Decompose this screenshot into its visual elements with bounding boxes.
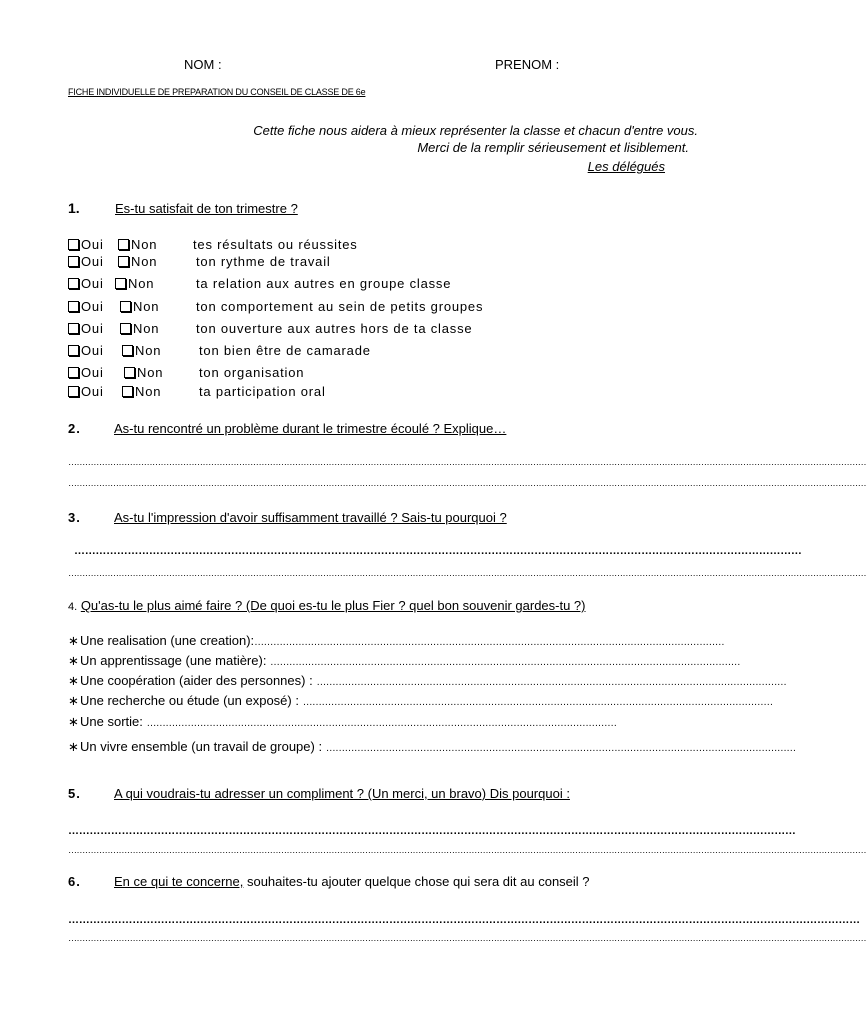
- q6-text-rest: souhaites-tu ajouter quelque chose qui sera dit au conseil ?: [243, 874, 590, 889]
- q4-item-3: [68, 673, 787, 689]
- q2-answer-line-1[interactable]: ……………………………………………………………………………………………………………………………………………………………………………………………………………………………………………………………: [68, 457, 866, 467]
- q1-row-6-non-checkbox[interactable]: [122, 343, 161, 358]
- intro-line-1: Cette fiche nous aidera à mieux représenter la classe et chacun d'entre vous.: [253, 123, 698, 138]
- q1-row-3-label: ta relation aux autres en groupe classe: [196, 276, 452, 291]
- q1-row-7-label: ton organisation: [199, 365, 305, 380]
- bullet-icon: ∗: [68, 673, 79, 688]
- checkbox-icon[interactable]: [68, 256, 79, 267]
- q1-row-2-oui-checkbox[interactable]: [68, 254, 104, 269]
- q1-row-5-non-checkbox[interactable]: [120, 321, 159, 336]
- q6-answer-line-2[interactable]: ……………………………………………………………………………………………………………………………………………………………………………………………………………………………………………………………: [68, 933, 866, 943]
- q3-answer-line-2[interactable]: ……………………………………………………………………………………………………………………………………………………………………………………………………………………………………………………………: [68, 568, 866, 578]
- q3-answer-line-1[interactable]: ……………………………………………………………………………………………………………………………………………………………………………………: [74, 545, 802, 557]
- q1-row-7-oui-checkbox[interactable]: [68, 365, 104, 380]
- q1-row-7-non-checkbox[interactable]: [124, 365, 163, 380]
- non-label: Non: [135, 384, 162, 399]
- oui-label: Oui: [81, 365, 104, 380]
- q1-row-3-non-checkbox[interactable]: [115, 276, 154, 291]
- q1-row-4-label: ton comportement au sein de petits groupes: [196, 299, 484, 314]
- q2-number: 2.: [68, 421, 81, 436]
- q4-item-answer-line[interactable]: ……………………………………………………………………………………………………………………………………: [254, 637, 725, 648]
- q4-item-label: Une sortie:: [80, 714, 147, 729]
- q1-row-8-non-checkbox[interactable]: [122, 384, 161, 399]
- bullet-icon: ∗: [68, 714, 79, 729]
- checkbox-icon[interactable]: [115, 278, 126, 289]
- non-label: Non: [135, 343, 162, 358]
- q4-item-2: [68, 653, 741, 669]
- oui-label: Oui: [81, 254, 104, 269]
- oui-label: Oui: [81, 276, 104, 291]
- checkbox-icon[interactable]: [118, 256, 129, 267]
- q4-item-label: Une coopération (aider des personnes) :: [80, 673, 317, 688]
- q1-row-2-non-checkbox[interactable]: [118, 254, 157, 269]
- bullet-icon: ∗: [68, 693, 79, 708]
- checkbox-icon[interactable]: [118, 239, 129, 250]
- q6-number: 6.: [68, 874, 81, 889]
- non-label: Non: [137, 365, 164, 380]
- checkbox-icon[interactable]: [120, 301, 131, 312]
- oui-label: Oui: [81, 321, 104, 336]
- q4-item-label: Un apprentissage (une matière):: [80, 653, 271, 668]
- q1-row-8-oui-checkbox[interactable]: [68, 384, 104, 399]
- checkbox-icon[interactable]: [68, 323, 79, 334]
- q1-row-1-oui-checkbox[interactable]: [68, 237, 104, 252]
- q4-item-label: Une realisation (une creation):: [80, 633, 255, 648]
- q5-answer-line-2[interactable]: ……………………………………………………………………………………………………………………………………………………………………………………………………………………………………………………………: [68, 845, 866, 855]
- q1-number: 1.: [68, 200, 80, 216]
- nom-label: NOM :: [184, 57, 222, 72]
- checkbox-icon[interactable]: [122, 386, 133, 397]
- bullet-icon: ∗: [68, 653, 79, 668]
- non-label: Non: [128, 276, 155, 291]
- q4-item-answer-line[interactable]: ……………………………………………………………………………………………………………………………………: [146, 718, 617, 729]
- q4-item-5: [68, 714, 678, 730]
- q1-row-5-oui-checkbox[interactable]: [68, 321, 104, 336]
- checkbox-icon[interactable]: [68, 239, 79, 250]
- bullet-icon: ∗: [68, 739, 79, 754]
- q1-row-4-oui-checkbox[interactable]: [68, 299, 104, 314]
- form-title: FICHE INDIVIDUELLE DE PREPARATION DU CONSEIL DE CLASSE DE 6e: [68, 87, 366, 97]
- q6-heading: [114, 874, 590, 889]
- q4-item-4: [68, 693, 773, 709]
- q6-answer-line-1[interactable]: ……………………………………………………………………………………………………………………………………………………………………………………………………: [68, 914, 860, 926]
- intro-line-2: Merci de la remplir sérieusement et lisiblement.: [417, 140, 689, 155]
- checkbox-icon[interactable]: [124, 367, 135, 378]
- q2-text: As-tu rencontré un problème durant le trimestre écoulé ? Explique…: [114, 421, 507, 436]
- intro-signature: Les délégués: [587, 159, 665, 174]
- q5-number: 5.: [68, 786, 81, 801]
- oui-label: Oui: [81, 237, 104, 252]
- q1-row-8-label: ta participation oral: [199, 384, 326, 399]
- q4-heading: [68, 598, 586, 613]
- non-label: Non: [133, 299, 160, 314]
- q4-item-answer-line[interactable]: ……………………………………………………………………………………………………………………………………: [302, 697, 773, 708]
- non-label: Non: [131, 237, 158, 252]
- checkbox-icon[interactable]: [68, 345, 79, 356]
- q1-text: Es-tu satisfait de ton trimestre ?: [115, 201, 298, 216]
- q2-answer-line-2[interactable]: ……………………………………………………………………………………………………………………………………………………………………………………………………………………………………………………………: [68, 478, 866, 488]
- q4-item-label: Un vivre ensemble (un travail de groupe) :: [80, 739, 326, 754]
- non-label: Non: [131, 254, 158, 269]
- q1-row-5-label: ton ouverture aux autres hors de ta classe: [196, 321, 473, 336]
- q1-row-6-label: ton bien être de camarade: [199, 343, 371, 358]
- checkbox-icon[interactable]: [68, 278, 79, 289]
- q4-item-answer-line[interactable]: ……………………………………………………………………………………………………………………………………: [325, 743, 796, 754]
- q4-text: Qu'as-tu le plus aimé faire ? (De quoi es-tu le plus Fier ? quel bon souvenir gardes-tu ?): [80, 598, 586, 613]
- q4-number: 4.: [68, 601, 78, 613]
- oui-label: Oui: [81, 384, 104, 399]
- q1-row-1-non-checkbox[interactable]: [118, 237, 157, 252]
- checkbox-icon[interactable]: [120, 323, 131, 334]
- q1-row-4-non-checkbox[interactable]: [120, 299, 159, 314]
- q1-row-2-label: ton rythme de travail: [196, 254, 331, 269]
- checkbox-icon[interactable]: [68, 386, 79, 397]
- prenom-label: PRENOM :: [495, 57, 560, 72]
- checkbox-icon[interactable]: [122, 345, 133, 356]
- checkbox-icon[interactable]: [68, 367, 79, 378]
- q3-number: 3.: [68, 510, 81, 525]
- oui-label: Oui: [81, 343, 104, 358]
- q4-item-answer-line[interactable]: ……………………………………………………………………………………………………………………………………: [270, 657, 741, 668]
- q4-item-label: Une recherche ou étude (un exposé) :: [80, 693, 303, 708]
- q4-item-answer-line[interactable]: ……………………………………………………………………………………………………………………………………: [316, 677, 787, 688]
- non-label: Non: [133, 321, 160, 336]
- checkbox-icon[interactable]: [68, 301, 79, 312]
- q5-text: A qui voudrais-tu adresser un compliment ? (Un merci, un bravo) Dis pourquoi :: [114, 786, 570, 801]
- q4-item-6: [68, 739, 796, 755]
- q1-row-6-oui-checkbox[interactable]: [68, 343, 104, 358]
- oui-label: Oui: [81, 299, 104, 314]
- q1-row-3-oui-checkbox[interactable]: [68, 276, 104, 291]
- q4-item-1: [68, 633, 725, 649]
- q3-text: As-tu l'impression d'avoir suffisamment travaillé ? Sais-tu pourquoi ?: [114, 510, 507, 525]
- q6-text-underlined: En ce qui te concerne,: [114, 874, 244, 889]
- q5-answer-line-1[interactable]: ……………………………………………………………………………………………………………………………………………………………………………………: [68, 825, 796, 837]
- bullet-icon: ∗: [68, 633, 79, 648]
- q1-row-1-label: tes résultats ou réussites: [193, 237, 358, 252]
